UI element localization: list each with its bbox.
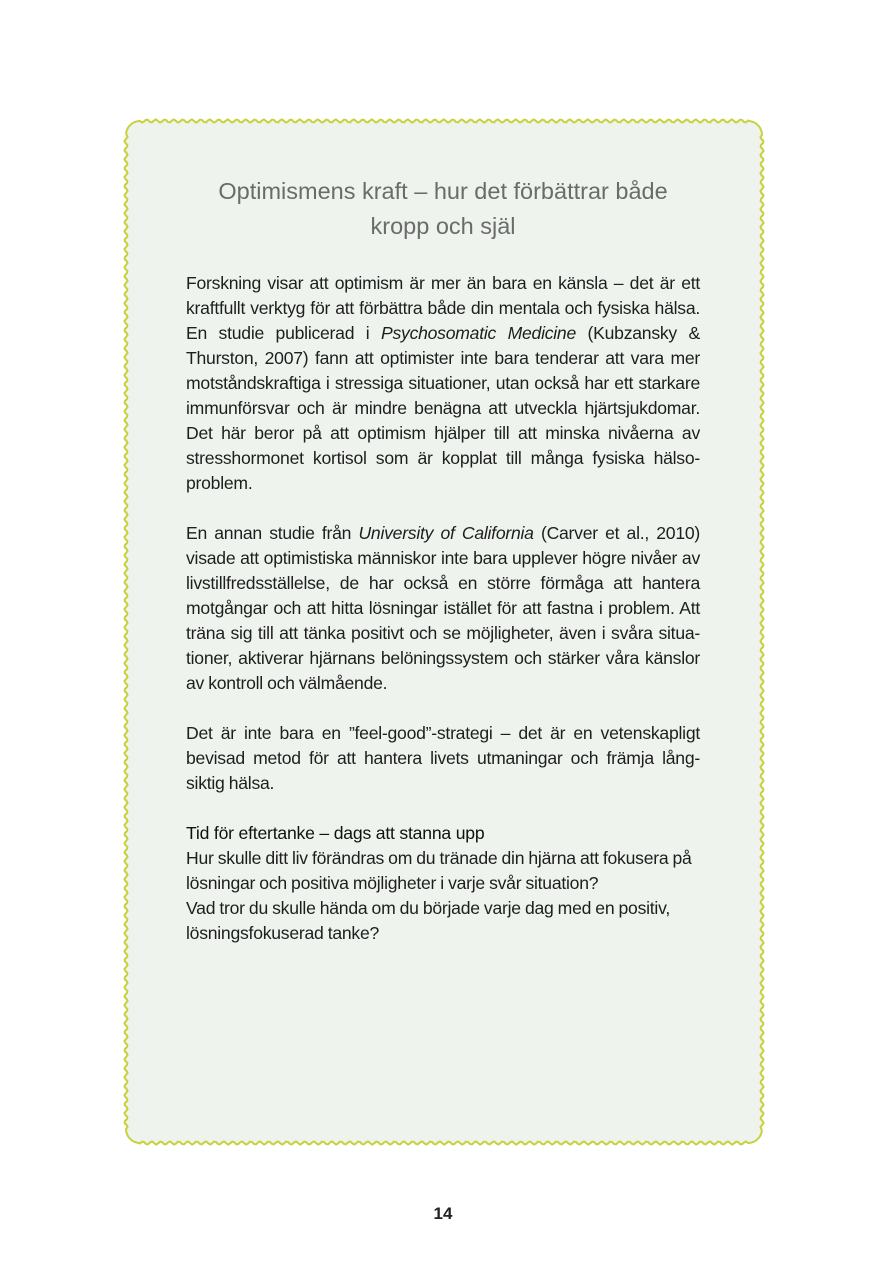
paragraph-3: Det är inte bara en ”feel-good”-strategi – det är en vetenskapligt bevisad metod för att hantera livets utmaningar och främja lång-siktig hälsa.: [186, 723, 700, 793]
journal-name: Psychosomatic Medicine: [380, 323, 576, 343]
paragraph-1-text-b: (Kubzansky & Thurston, 2007) fann att optimister inte bara tenderar att vara mer motståndskraftiga i stressiga situationer, utan också har ett starkare immunförsvar och är mindre benägna att utveckla hjärtsjukdomar. Det här beror på att optimism hjälper till att minska nivåerna av stresshormonet kortisol som är kopplat till många fysiska hälso-problem.: [186, 323, 700, 493]
article-title-line-1: Optimismens kraft – hur det förbättrar både: [218, 178, 668, 204]
paragraph-1: [186, 271, 700, 496]
paragraph-2: [186, 521, 700, 696]
page-number: 14: [433, 1204, 453, 1223]
reflection-question-1: Hur skulle ditt liv förändras om du tränade din hjärna att fokusera på lösningar och positiva möjligheter i varje svår situation?: [186, 848, 692, 893]
article-title-line-2: kropp och själ: [370, 213, 516, 239]
article-card: [186, 174, 700, 946]
article-title: [146, 174, 740, 244]
reflection-heading: Tid för eftertanke – dags att stanna upp: [186, 823, 485, 843]
paragraph-2-text-a: En annan studie från: [186, 523, 359, 543]
paragraph-2-text-b: (Carver et al., 2010) visade att optimistiska människor inte bara upplever högre nivåer av livstillfredsställelse, de har också en större förmåga att hantera motgångar och att hitta lösningar istället för att fastna i problem. Att träna sig till att tänka positivt och se möjligheter, även i svåra situa-tioner, aktiverar hjärnans belöningssystem och stärker våra känslor av kontroll och välmående.: [186, 523, 701, 693]
reflection-section: [186, 821, 700, 946]
reflection-question-2: Vad tror du skulle hända om du började varje dag med en positiv, lösningsfokuserad tanke?: [186, 898, 670, 943]
paragraph-1-text-a: Forskning visar att optimism är mer än bara en känsla – det är ett kraftfullt verktyg för att förbättra både din mentala och fysiska hälsa. En studie publicerad i: [186, 273, 700, 343]
university-name: University of California: [358, 523, 534, 543]
